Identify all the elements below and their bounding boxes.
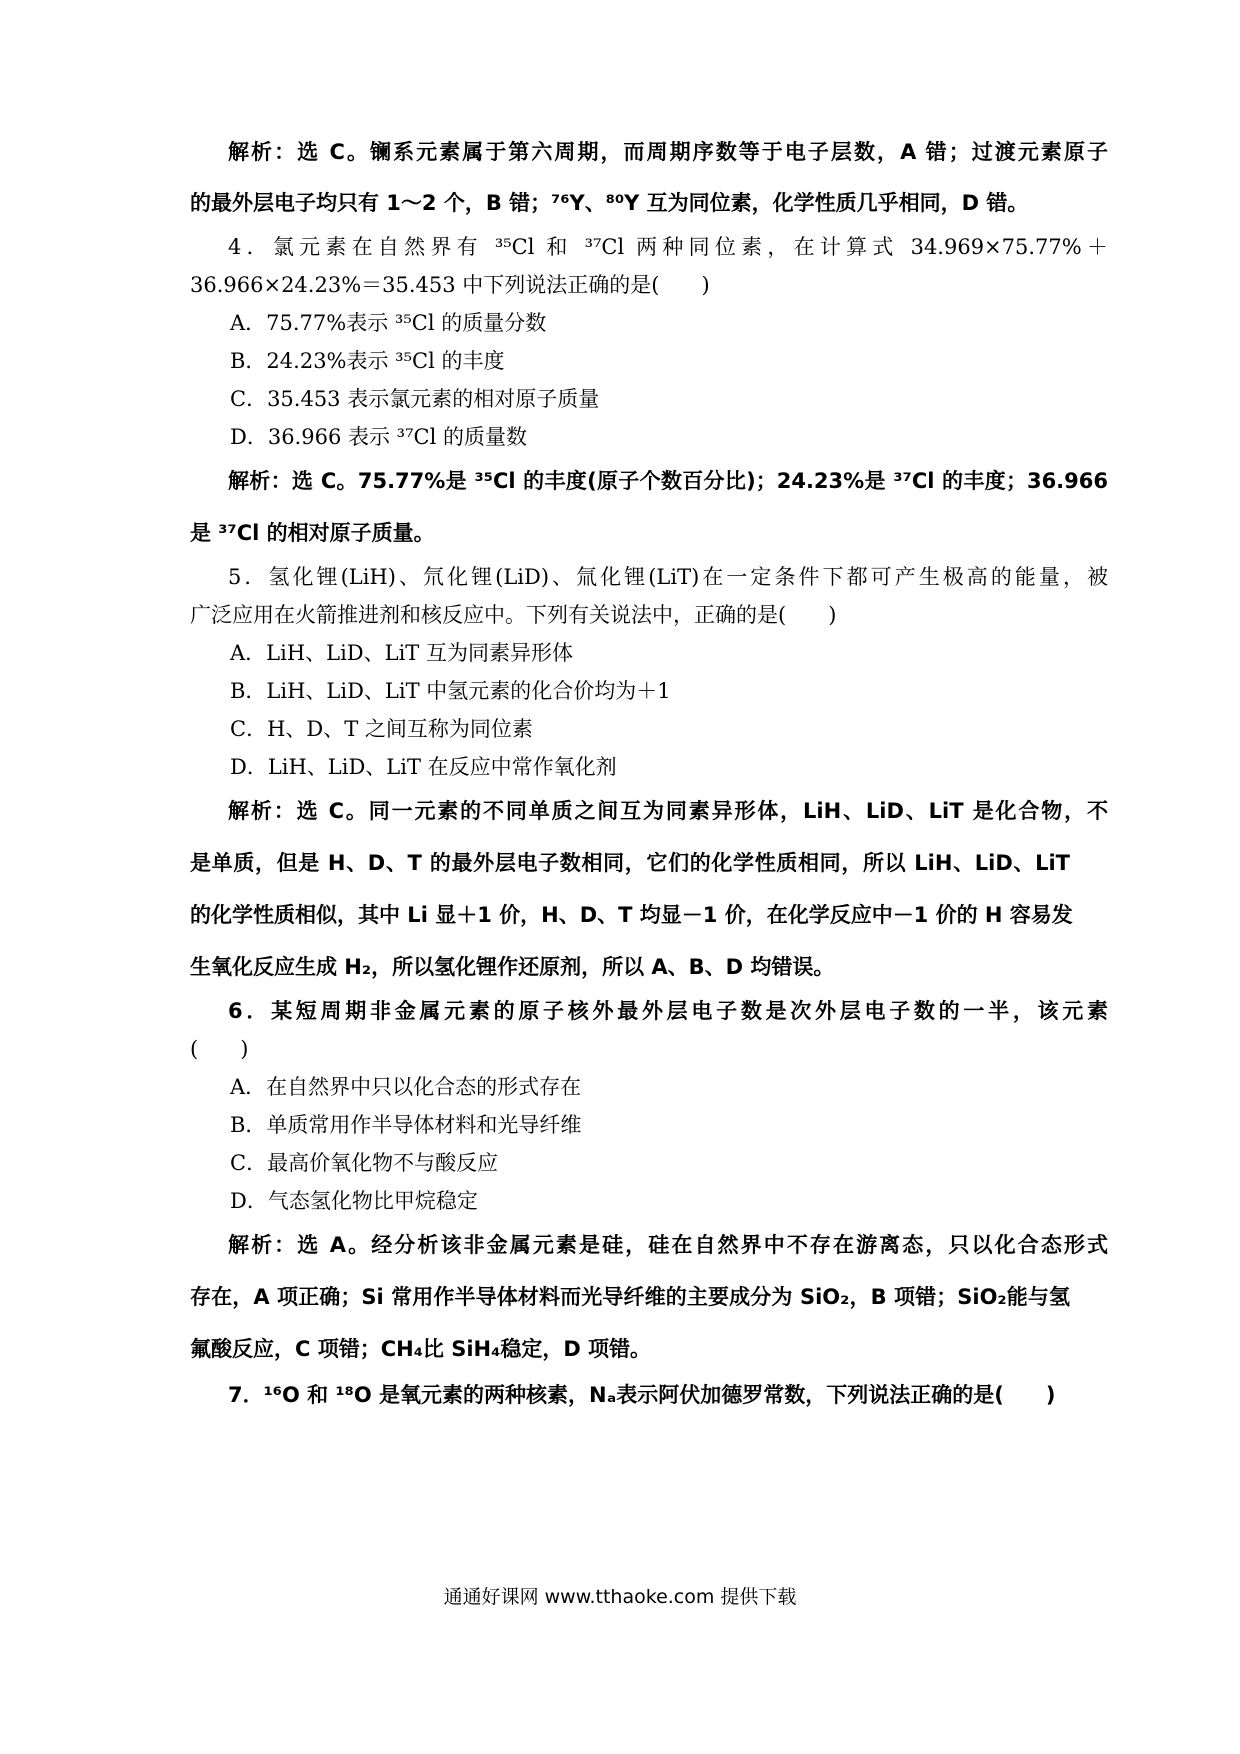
question-6-option-c: C．最高价氧化物不与酸反应	[230, 1151, 499, 1175]
question-6-option-b: B．单质常用作半导体材料和光导纤维	[230, 1113, 582, 1137]
question-4-option-a: A．75.77%表示 ³⁵Cl 的质量分数	[230, 311, 547, 335]
question-5-line-2: 广泛应用在火箭推进剂和核反应中。下列有关说法中，正确的是( )	[190, 603, 837, 627]
question-7-line-1: 7．¹⁶O 和 ¹⁸O 是氧元素的两种核素，Nₐ表示阿伏加德罗常数，下列说法正确的是( )	[228, 1383, 1056, 1407]
answer-6-line-3: 氟酸反应，C 项错；CH₄比 SiH₄稳定，D 项错。	[190, 1337, 652, 1361]
answer-5-line-1: 解析：选 C。同一元素的不同单质之间互为同素异形体，LiH、LiD、LiT 是化合物，不	[228, 799, 1108, 823]
answer-3-line-2: 的最外层电子均只有 1～2 个，B 错；⁷⁶Y、⁸⁰Y 互为同位素，化学性质几乎相同，D 错。	[190, 191, 1029, 215]
page-footer: 通通好课网 www.tthaoke.com 提供下载	[443, 1586, 797, 1608]
question-5-option-c: C．H、D、T 之间互称为同位素	[230, 717, 533, 741]
answer-5-line-3: 的化学性质相似，其中 Li 显＋1 价，H、D、T 均显－1 价，在化学反应中－1 价的 H 容易发	[190, 903, 1073, 927]
answer-5-line-2: 是单质，但是 H、D、T 的最外层电子数相同，它们的化学性质相同，所以 LiH、LiD、LiT	[190, 851, 1070, 875]
question-4-line-2: 36.966×24.23%＝35.453 中下列说法正确的是( )	[190, 273, 710, 297]
question-6-line-2: ( )	[190, 1037, 249, 1061]
question-4-option-d: D．36.966 表示 ³⁷Cl 的质量数	[230, 425, 527, 449]
question-6-option-a: A．在自然界中只以化合态的形式存在	[230, 1075, 582, 1099]
question-4-line-1: 4．氯元素在自然界有 ³⁵Cl 和 ³⁷Cl 两种同位素，在计算式 34.969×75.77%＋	[228, 235, 1108, 259]
question-6-option-d: D．气态氢化物比甲烷稳定	[230, 1189, 478, 1213]
answer-5-line-4: 生氧化反应生成 H₂，所以氢化锂作还原剂，所以 A、B、D 均错误。	[190, 955, 835, 979]
question-5-line-1: 5．氢化锂(LiH)、氘化锂(LiD)、氚化锂(LiT)在一定条件下都可产生极高的能量，被	[228, 565, 1108, 589]
answer-6-line-2: 存在，A 项正确；Si 常用作半导体材料而光导纤维的主要成分为 SiO₂，B 项错；SiO₂能与氢	[190, 1285, 1070, 1309]
question-4-option-b: B．24.23%表示 ³⁵Cl 的丰度	[230, 349, 505, 373]
question-5-option-b: B．LiH、LiD、LiT 中氢元素的化合价均为＋1	[230, 679, 671, 703]
answer-4-line-2: 是 ³⁷Cl 的相对原子质量。	[190, 521, 435, 545]
answer-6-line-1: 解析：选 A。经分析该非金属元素是硅，硅在自然界中不存在游离态，只以化合态形式	[228, 1233, 1108, 1257]
question-4-option-c: C．35.453 表示氯元素的相对原子质量	[230, 387, 600, 411]
question-5-option-d: D．LiH、LiD、LiT 在反应中常作氧化剂	[230, 755, 617, 779]
question-6-line-1: 6．某短周期非金属元素的原子核外最外层电子数是次外层电子数的一半，该元素	[228, 999, 1108, 1023]
answer-4-line-1: 解析：选 C。75.77%是 ³⁵Cl 的丰度(原子个数百分比)；24.23%是 ³⁷Cl 的丰度；36.966	[228, 469, 1108, 493]
question-5-option-a: A．LiH、LiD、LiT 互为同素异形体	[230, 641, 573, 665]
answer-3-line-1: 解析：选 C。镧系元素属于第六周期，而周期序数等于电子层数，A 错；过渡元素原子	[228, 140, 1108, 164]
